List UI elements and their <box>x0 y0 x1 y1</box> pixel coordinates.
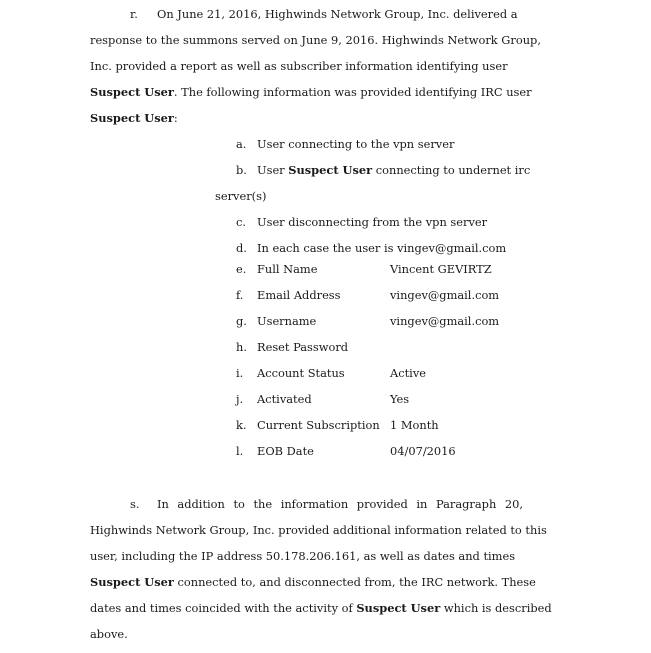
field-label: Username <box>257 314 317 328</box>
list-item: User disconnecting from the vpn server <box>257 215 488 229</box>
field-value: Vincent GEVIRTZ <box>390 262 492 276</box>
field-value: vingev@gmail.com <box>390 314 500 328</box>
field-value: 1 Month <box>390 418 439 432</box>
field-label: Full Name <box>257 262 318 276</box>
field-value: vingev@gmail.com <box>390 288 500 302</box>
text-line: Suspect User connected to, and disconnected from, the IRC network. These <box>90 575 536 589</box>
list-marker: d. <box>236 241 247 255</box>
field-label: Reset Password <box>257 340 349 354</box>
suspect-user-bold: Suspect User <box>356 601 441 615</box>
text-line: response to the summons served on June 9, 2016. Highwinds Network Group, <box>90 33 541 47</box>
text-line: Highwinds Network Group, Inc. provided additional information related to this <box>90 523 547 537</box>
field-value: Active <box>390 366 427 380</box>
text-line: user, including the IP address 50.178.206.161, as well as dates and times <box>90 549 516 563</box>
list-marker: g. <box>236 314 247 328</box>
list-marker: k. <box>236 418 247 432</box>
list-marker: l. <box>236 444 244 458</box>
text-line: Suspect User. The following information was provided identifying IRC user <box>90 85 532 99</box>
text-line: Suspect User: <box>90 111 178 125</box>
list-marker: i. <box>236 366 244 380</box>
list-marker: e. <box>236 262 247 276</box>
text-line: above. <box>90 627 128 641</box>
paragraph-marker: s. <box>130 497 140 511</box>
text-line: On June 21, 2016, Highwinds Network Group, Inc. delivered a <box>157 7 518 21</box>
list-item: In each case the user is vingev@gmail.com <box>257 241 507 255</box>
suspect-user-bold: Suspect User <box>90 85 174 99</box>
suspect-user-bold: Suspect User <box>90 111 174 125</box>
suspect-user-bold: Suspect User <box>90 575 174 589</box>
field-value: Yes <box>390 392 410 406</box>
field-label: EOB Date <box>257 444 314 458</box>
text-line: dates and times coincided with the activity of Suspect User which is described <box>90 601 552 615</box>
suspect-user-bold: Suspect User <box>288 163 373 177</box>
field-label: Account Status <box>257 366 345 380</box>
list-item: User connecting to the vpn server <box>257 137 455 151</box>
list-item-wrap: server(s) <box>215 189 267 203</box>
text-line: Inc. provided a report as well as subscriber information identifying user <box>90 59 508 73</box>
field-label: Current Subscription <box>257 418 380 432</box>
list-marker: h. <box>236 340 247 354</box>
list-marker: f. <box>236 288 244 302</box>
list-marker: j. <box>236 392 244 406</box>
field-value: 04/07/2016 <box>390 444 456 458</box>
list-marker: a. <box>236 137 247 151</box>
list-marker: b. <box>236 163 247 177</box>
list-marker: c. <box>236 215 247 229</box>
field-label: Email Address <box>257 288 341 302</box>
paragraph-marker: r. <box>130 7 138 21</box>
field-label: Activated <box>257 392 312 406</box>
list-item: User Suspect User connecting to undernet irc <box>257 163 531 177</box>
text-line: In addition to the information provided in Paragraph 20, <box>157 497 523 511</box>
